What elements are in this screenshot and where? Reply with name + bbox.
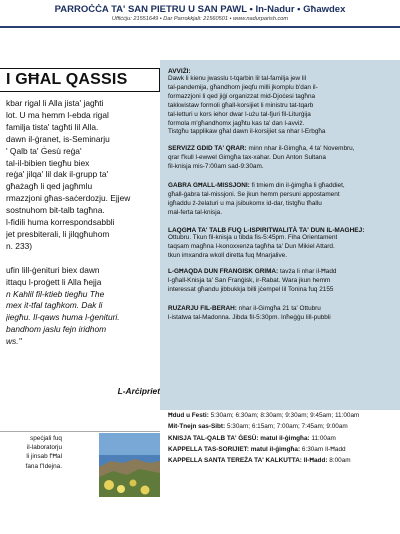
article-title: I GĦAL QASSIS (6, 71, 128, 88)
notice-qrar (168, 145, 400, 172)
notice-line: SERVIZZ ĠDID TA' QRAR: minn nhar il-Ġimgħa, 4 ta' Novembru, (168, 145, 355, 152)
notice-line: l-għall-Knisja ta' San Franġisk, ir-Rabat. Wara jkun hemm (168, 276, 331, 284)
newsletter-header (0, 0, 400, 26)
bottom-left-line: il-laboratorju (26, 444, 62, 452)
landscape-photo (99, 433, 160, 497)
notice-line: tal-letturi u kors iehor dwar l-użu tal-fjuri fil-Liturġija (168, 110, 311, 118)
notice-line: għall-ġabra tal-missjoni. Se jkun hemm persuni appostament (168, 190, 340, 198)
notice-line: tal-pandemija, għandhom jieqfu milli jkomplu b'dan il- (168, 83, 318, 91)
article-line: n Kahlil fil-ktieb tiegħu The (6, 288, 105, 299)
notice-line: L-GĦAQDA DUN FRANĠISK GRIMA: tavża li nhar il-Ħadd (168, 268, 337, 275)
notice-line: l-istatwa tal-Madonna. Jibda fil-5:30pm. Inħeġġu lill-pubbli (168, 313, 331, 321)
parish-title: PARROĊĊA TA' SAN PIETRU U SAN PAWL • In-Nadur • Għawdex (54, 4, 346, 15)
notice-ghaqda (168, 268, 400, 295)
mass-schedule (168, 410, 400, 466)
article-line: jet presbiterali, li jilqgħuhom (6, 228, 110, 239)
bottom-left-text (0, 434, 62, 471)
notice-line: qrar f'kull l-ewwel Ġimgħa tax-xahar. Dun Anton Sultana (168, 153, 326, 161)
notice-title: SERVIZZ ĠDID TA' QRAR: (168, 145, 247, 152)
bottom-left-line: fana f'Idejna. (25, 462, 62, 470)
notice-title: AVVIŻI: (168, 68, 191, 75)
notice-line: Dawk li kienu jwasslu t-tqarbin lil tal-familja jew lil (168, 75, 307, 82)
article-line: reġa' jilqa' lil dak il-grupp ta' (6, 169, 109, 180)
schedule-row: KNISJA TAL-QALB TA' ĠESÙ: matul il-ġimgħa: 11:00am (168, 434, 336, 442)
article-line: familja tista' tagħti lil Alla. (6, 121, 99, 132)
schedule-row: Ħdud u Festi: 5:30am; 6:30am; 8:30am; 9:30am; 9:45am; 11:00am (168, 412, 360, 419)
article-signature: L-Arċipriet (117, 386, 160, 396)
notice-missjoni (168, 182, 400, 218)
article-line: rmazzjoni għas-saċerdozju. Ejjew (6, 193, 131, 204)
notice-line: igħaddu ż-żelaturi u ma jsibukomx id-dar, tistgħu tħallu (168, 199, 322, 207)
article-line: ' Qalb ta' Ġesù reġa' (6, 145, 82, 156)
schedule-row: KAPPELLA SANTA TEREŻA TA' KALKUTTA: Il-Ħadd: 8:00am (168, 457, 351, 465)
article-line: sostnuhom bit-talb tagħna. (6, 205, 105, 216)
article-line: n. 233) (6, 240, 33, 251)
notice-line: tkun imxandra wkoll diretta fuq Mnarjalive. (168, 251, 287, 259)
article-line: jiegħu. Il-qaws huma l-ġenituri. (6, 312, 120, 323)
article-line: mex it-tfal tagħkom. Dak li (6, 300, 103, 311)
article-line: lot. U ma hemm l-ebda rigal (6, 109, 109, 120)
notice-line: interessat għandu jibbukkja billi jċempel lil Tonina fuq 2155 (168, 285, 334, 293)
article-line: tal-il-bibien tiegħu biex (6, 157, 90, 168)
article-body (6, 98, 160, 348)
notice-line: fil-knisja mis-7:00am sad-9:30am. (168, 162, 264, 170)
notice-laqgha (168, 227, 400, 261)
notice-line: Ottubru. Tkun fil-knisja u tibda fis-5:45pm. Fiha Orientament (168, 234, 338, 241)
article-line: ufin lill-ġenituri biex dawn (6, 264, 100, 275)
article-line: kbar rigal li Alla jista' jagħti (6, 98, 104, 108)
bottom-left-line: li jinsab f'Ħal (26, 453, 62, 461)
article-line: l-fidili huma korrespondsabbli (6, 217, 115, 228)
article-line: ittaqu l-proġett li Alla ħejja (6, 276, 102, 287)
notice-line: Tistgħu tapplikaw għal dawn il-korsijiet sa nhar l-Erbgħa (168, 128, 326, 136)
notice-avvizi (168, 68, 400, 137)
schedule-row: KAPPELLA TAS-SORIJIET: matul il-ġimgħa: 6:30am Il-Ħadd (168, 445, 346, 453)
article-title-box (0, 68, 160, 92)
article-line (6, 253, 160, 265)
notice-line: mal-ferta tal-knisja. (168, 208, 222, 216)
header-divider (0, 26, 400, 28)
notice-ruzarju (168, 305, 400, 323)
notice-line: takkwistaw formoli għall-korsijiet li ministru tat-tqarb (168, 101, 314, 109)
notice-line: ĠABRA GĦALL-MISSJONI: fi tmiem din il-ġimgħa li għaddiet, (168, 182, 345, 189)
article-line: għażagħ li qed jagħmlu (6, 181, 93, 192)
notice-title: L-GĦAQDA DUN FRANĠISK GRIMA: (168, 268, 279, 275)
parish-contact: Uffiċċju: 21551649 • Dar Parrokkjali: 21560501 • www.nadurparish.com (111, 16, 289, 22)
notice-line: RUŻARJU FIL-BERAH: nhar il-Ġimgħa 21 ta' Ottubru (168, 305, 321, 312)
notice-title: RUŻARJU FIL-BERAH: (168, 305, 237, 312)
article-line: ws." (6, 336, 22, 347)
notice-line: formola m'għandhomx jagħtu kas ta' dan l-avviż. (168, 119, 305, 127)
article-line: bandhom jaslu fejn iridhom (6, 324, 107, 335)
notice-title: LAQGĦA TA' TALB FUQ L-ISPIRITWALITÀ TA' DUN IL-MAGHEJ: (168, 227, 365, 234)
article-line: dawn il-ġranet, is-Seminarju (6, 133, 110, 144)
bottom-left-line: speċjali fuq (30, 435, 62, 442)
notice-line: formazzjoni li qed jiġi organizzat mid-Djoċesi tagħna (168, 92, 316, 100)
notice-line: taqsam magħna l-konoxxenza tagħha ta' Dun Mikiel Attard. (168, 242, 335, 250)
notice-title: ĠABRA GĦALL-MISSJONI: (168, 182, 250, 189)
schedule-row: Mit-Tnejn sas-Sibt: 5:30am; 6:15am; 7:00am; 7:45am; 9:00am (168, 423, 348, 431)
